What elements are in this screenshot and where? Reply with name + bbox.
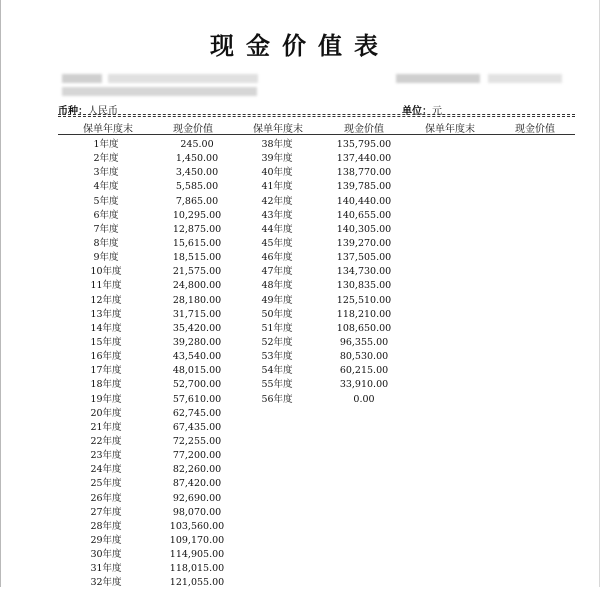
table-cell-value: 109,170.00 xyxy=(169,534,225,546)
table-cell-value: 121,055.00 xyxy=(169,577,225,589)
table-cell-year: 55年度 xyxy=(261,379,293,391)
table-cell-value: 5,585.00 xyxy=(175,181,219,193)
page-left-edge xyxy=(0,0,1,587)
table-cell-value: 35,420.00 xyxy=(172,322,222,334)
table-cell-value: 24,800.00 xyxy=(172,280,222,292)
table-cell-value: 72,255.00 xyxy=(172,435,222,447)
table-cell-value: 80,530.00 xyxy=(339,351,389,363)
table-cell-value: 18,515.00 xyxy=(172,252,222,264)
table-cell-year: 22年度 xyxy=(90,435,122,447)
table-cell-year: 27年度 xyxy=(90,506,122,518)
table-cell-value: 140,440.00 xyxy=(336,195,392,207)
table-cell-year: 26年度 xyxy=(90,492,122,504)
table-cell-value: 77,200.00 xyxy=(172,450,222,462)
table-cell-value: 43,540.00 xyxy=(172,351,222,363)
table-cell-value: 140,305.00 xyxy=(336,223,392,235)
table-cell-year: 32年度 xyxy=(90,577,122,589)
table-top-rule xyxy=(58,114,575,115)
table-cell-year: 41年度 xyxy=(261,181,293,193)
table-cell-value: 118,015.00 xyxy=(169,563,225,575)
table-cell-year: 19年度 xyxy=(90,393,122,405)
table-cell-year: 1年度 xyxy=(93,139,119,150)
table-cell-year: 51年度 xyxy=(261,322,293,334)
header-value-3: 现金价值 xyxy=(515,124,555,135)
table-cell-year: 44年度 xyxy=(261,223,293,235)
table-cell-value: 48,015.00 xyxy=(172,365,222,377)
table-cell-year: 23年度 xyxy=(90,450,122,462)
table-cell-year: 56年度 xyxy=(261,393,293,405)
table-cell-year: 6年度 xyxy=(93,209,119,221)
table-cell-value: 138,770.00 xyxy=(336,167,392,179)
currency-value: 人民币 xyxy=(88,106,118,117)
table-cell-value: 137,505.00 xyxy=(336,252,392,264)
table-cell-value: 92,690.00 xyxy=(172,492,222,504)
unit-value: 元 xyxy=(432,106,442,117)
table-cell-year: 43年度 xyxy=(261,209,293,221)
table-cell-value: 15,615.00 xyxy=(172,237,222,249)
column-years-2 xyxy=(232,138,322,407)
table-cell-value: 125,510.00 xyxy=(336,294,392,306)
table-cell-value: 10,295.00 xyxy=(172,209,222,221)
table-cell-year: 47年度 xyxy=(261,266,293,278)
unit-label: 单位： xyxy=(402,106,432,117)
redacted-info-right xyxy=(396,74,480,83)
table-cell-value: 1,450.00 xyxy=(175,153,219,165)
table-cell-year: 29年度 xyxy=(90,534,122,546)
table-cell-value: 39,280.00 xyxy=(172,336,222,348)
table-cell-year: 40年度 xyxy=(261,167,293,179)
table-cell-year: 17年度 xyxy=(90,365,122,377)
table-cell-year: 31年度 xyxy=(90,563,122,575)
table-top-rule xyxy=(58,116,575,117)
table-cell-year: 9年度 xyxy=(93,252,119,264)
column-years-1 xyxy=(61,138,151,591)
table-cell-value: 87,420.00 xyxy=(172,478,222,490)
table-cell-year: 45年度 xyxy=(261,237,293,249)
table-cell-year: 3年度 xyxy=(93,167,119,179)
redacted-info-left xyxy=(62,74,102,83)
header-year-2: 保单年度末 xyxy=(253,124,303,135)
table-cell-value: 108,650.00 xyxy=(336,322,392,334)
table-cell-year: 2年度 xyxy=(93,153,119,165)
table-cell-year: 12年度 xyxy=(90,294,122,306)
table-cell-value: 98,070.00 xyxy=(172,506,222,518)
table-header-rule xyxy=(58,134,575,135)
redacted-info-left xyxy=(62,87,257,96)
table-cell-year: 13年度 xyxy=(90,308,122,320)
table-cell-year: 42年度 xyxy=(261,195,293,207)
header-value-2: 现金价值 xyxy=(344,124,384,135)
table-cell-value: 60,215.00 xyxy=(339,365,389,377)
table-cell-value: 103,560.00 xyxy=(169,520,225,532)
table-cell-value: 12,875.00 xyxy=(172,223,222,235)
table-cell-year: 30年度 xyxy=(90,549,122,561)
header-year-1: 保单年度末 xyxy=(83,124,133,135)
table-cell-year: 14年度 xyxy=(90,322,122,334)
table-cell-year: 8年度 xyxy=(93,237,119,249)
table-cell-year: 20年度 xyxy=(90,407,122,419)
column-values-1 xyxy=(152,138,242,591)
table-cell-year: 21年度 xyxy=(90,421,122,433)
table-cell-value: 140,655.00 xyxy=(336,209,392,221)
table-cell-year: 49年度 xyxy=(261,294,293,306)
table-cell-year: 4年度 xyxy=(93,181,119,193)
header-value-1: 现金价值 xyxy=(173,124,213,135)
table-cell-value: 96,355.00 xyxy=(339,336,389,348)
table-cell-year: 28年度 xyxy=(90,520,122,532)
table-cell-value: 67,435.00 xyxy=(172,421,222,433)
table-cell-year: 5年度 xyxy=(93,195,119,207)
table-cell-value: 245.00 xyxy=(180,139,214,150)
table-cell-value: 33,910.00 xyxy=(339,379,389,391)
table-cell-value: 3,450.00 xyxy=(175,167,219,179)
currency-label: 币种： xyxy=(58,106,88,117)
table-cell-year: 7年度 xyxy=(93,223,119,235)
table-cell-year: 39年度 xyxy=(261,153,293,165)
table-cell-value: 82,260.00 xyxy=(172,464,222,476)
table-cell-value: 134,730.00 xyxy=(336,266,392,278)
table-cell-year: 15年度 xyxy=(90,336,122,348)
table-cell-year: 53年度 xyxy=(261,351,293,363)
header-year-3: 保单年度末 xyxy=(425,124,475,135)
table-cell-value: 114,905.00 xyxy=(169,549,225,561)
redacted-info-left xyxy=(108,74,258,83)
table-cell-value: 31,715.00 xyxy=(172,308,222,320)
table-cell-year: 50年度 xyxy=(261,308,293,320)
table-cell-year: 54年度 xyxy=(261,365,293,377)
table-cell-value: 57,610.00 xyxy=(172,393,222,405)
table-cell-value: 130,835.00 xyxy=(336,280,392,292)
table-cell-value: 21,575.00 xyxy=(172,266,222,278)
table-cell-value: 0.00 xyxy=(353,393,375,405)
table-cell-value: 135,795.00 xyxy=(336,139,392,150)
table-cell-value: 139,785.00 xyxy=(336,181,392,193)
table-cell-year: 38年度 xyxy=(261,139,293,150)
redacted-info-right xyxy=(488,74,562,83)
column-values-2 xyxy=(319,138,409,407)
table-cell-value: 118,210.00 xyxy=(336,308,392,320)
table-cell-year: 46年度 xyxy=(261,252,293,264)
table-cell-value: 52,700.00 xyxy=(172,379,222,391)
table-cell-year: 10年度 xyxy=(90,266,122,278)
table-cell-value: 28,180.00 xyxy=(172,294,222,306)
page-title: 现金价值表 xyxy=(210,32,390,60)
table-cell-year: 18年度 xyxy=(90,379,122,391)
table-cell-year: 52年度 xyxy=(261,336,293,348)
table-cell-value: 137,440.00 xyxy=(336,153,392,165)
table-cell-value: 139,270.00 xyxy=(336,237,392,249)
table-cell-year: 11年度 xyxy=(90,280,122,292)
table-cell-value: 62,745.00 xyxy=(172,407,222,419)
table-cell-year: 24年度 xyxy=(90,464,122,476)
table-cell-value: 7,865.00 xyxy=(175,195,219,207)
table-cell-year: 25年度 xyxy=(90,478,122,490)
table-cell-year: 16年度 xyxy=(90,351,122,363)
table-cell-year: 48年度 xyxy=(261,280,293,292)
